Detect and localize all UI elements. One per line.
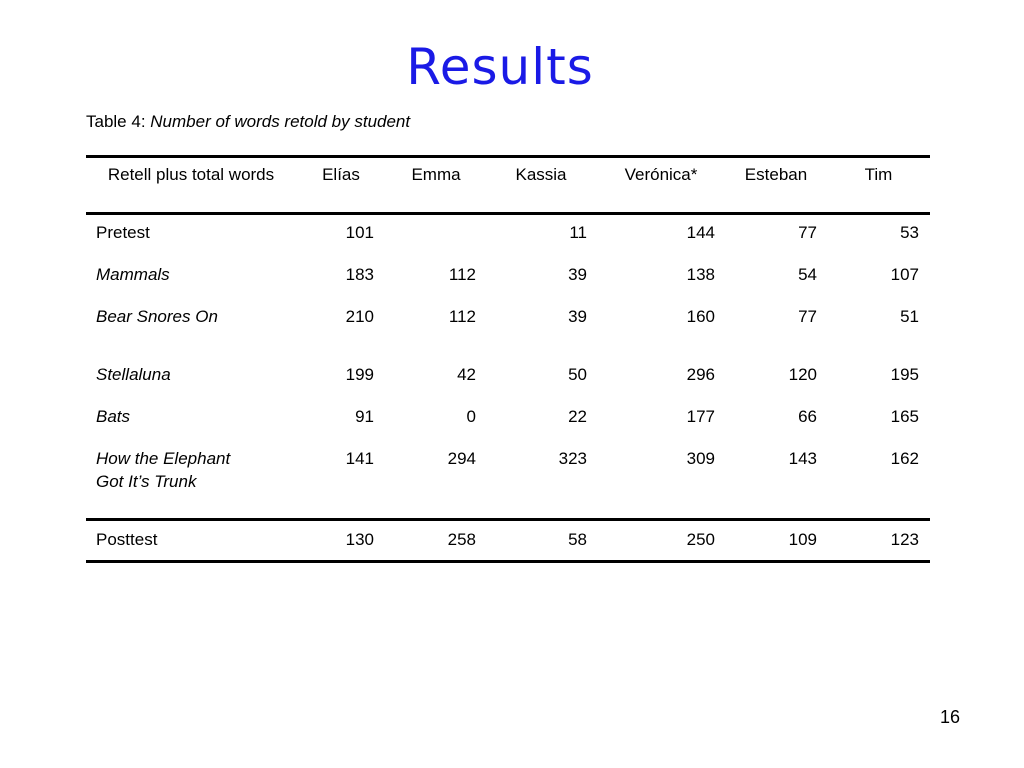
cell-value: 91 bbox=[355, 407, 374, 426]
cell-value: 143 bbox=[788, 449, 817, 468]
cell-value: 296 bbox=[686, 365, 715, 384]
cell-value: 112 bbox=[448, 307, 476, 326]
cell-value: 258 bbox=[447, 530, 476, 549]
caption-label: Table 4: bbox=[86, 112, 151, 131]
row-label: Posttest bbox=[96, 530, 158, 549]
cell-value: 210 bbox=[345, 307, 374, 326]
cell-value: 39 bbox=[568, 307, 587, 326]
table-caption bbox=[86, 112, 410, 132]
table-header-rule bbox=[86, 212, 930, 215]
cell-value: 53 bbox=[900, 223, 919, 242]
table-bottom-rule bbox=[86, 560, 930, 563]
cell-value: 123 bbox=[890, 530, 919, 549]
cell-value: 120 bbox=[788, 365, 817, 384]
cell-value: 101 bbox=[345, 223, 374, 242]
cell-value: 177 bbox=[686, 407, 715, 426]
cell-value: 107 bbox=[890, 265, 919, 284]
cell-value: 109 bbox=[788, 530, 817, 549]
header-col-veronica: Verónica* bbox=[624, 165, 698, 184]
cell-value: 130 bbox=[345, 530, 374, 549]
cell-value: 294 bbox=[447, 449, 476, 468]
cell-value: 250 bbox=[686, 530, 715, 549]
row-label: Bats bbox=[96, 407, 131, 426]
cell-value: 144 bbox=[686, 223, 715, 242]
cell-value: 309 bbox=[686, 449, 715, 468]
row-label: Pretest bbox=[96, 223, 150, 242]
header-col-esteban: Esteban bbox=[744, 165, 808, 184]
slide-title: Results bbox=[406, 38, 594, 96]
cell-value: 323 bbox=[558, 449, 587, 468]
header-col-kassia: Kassia bbox=[515, 165, 567, 184]
cell-value: 39 bbox=[568, 265, 587, 284]
header-col-tim: Tim bbox=[864, 165, 893, 184]
cell-value: 112 bbox=[448, 265, 476, 284]
table-posttest-rule bbox=[86, 518, 930, 521]
cell-value: 165 bbox=[890, 407, 919, 426]
cell-value: 50 bbox=[568, 365, 587, 384]
cell-value: 77 bbox=[798, 307, 817, 326]
cell-value: 199 bbox=[345, 365, 374, 384]
header-col-elias: Elías bbox=[322, 165, 360, 184]
caption-text: Number of words retold by student bbox=[150, 112, 411, 131]
row-label: How the Elephant Got It’s Trunk bbox=[96, 449, 231, 491]
cell-value: 42 bbox=[457, 365, 476, 384]
cell-value: 138 bbox=[686, 265, 715, 284]
cell-value: 195 bbox=[890, 365, 919, 384]
row-label: Stellaluna bbox=[96, 365, 171, 384]
cell-value: 141 bbox=[345, 449, 374, 468]
cell-value: 54 bbox=[798, 265, 817, 284]
cell-value: 160 bbox=[686, 307, 715, 326]
table-top-rule bbox=[86, 155, 930, 158]
page-number: 16 bbox=[940, 707, 961, 727]
cell-value: 0 bbox=[466, 407, 476, 426]
cell-value: 58 bbox=[568, 530, 587, 549]
cell-value: 162 bbox=[890, 449, 919, 468]
cell-value: 77 bbox=[798, 223, 817, 242]
cell-value: 22 bbox=[568, 407, 587, 426]
header-col-emma: Emma bbox=[411, 165, 461, 184]
cell-value: 66 bbox=[798, 407, 817, 426]
cell-value: 51 bbox=[900, 307, 919, 326]
cell-value: 11 bbox=[569, 223, 587, 242]
row-label: Mammals bbox=[96, 265, 170, 284]
row-label: Bear Snores On bbox=[96, 307, 218, 326]
cell-value: 183 bbox=[345, 265, 374, 284]
header-first-cell: Retell plus total words bbox=[107, 165, 275, 184]
